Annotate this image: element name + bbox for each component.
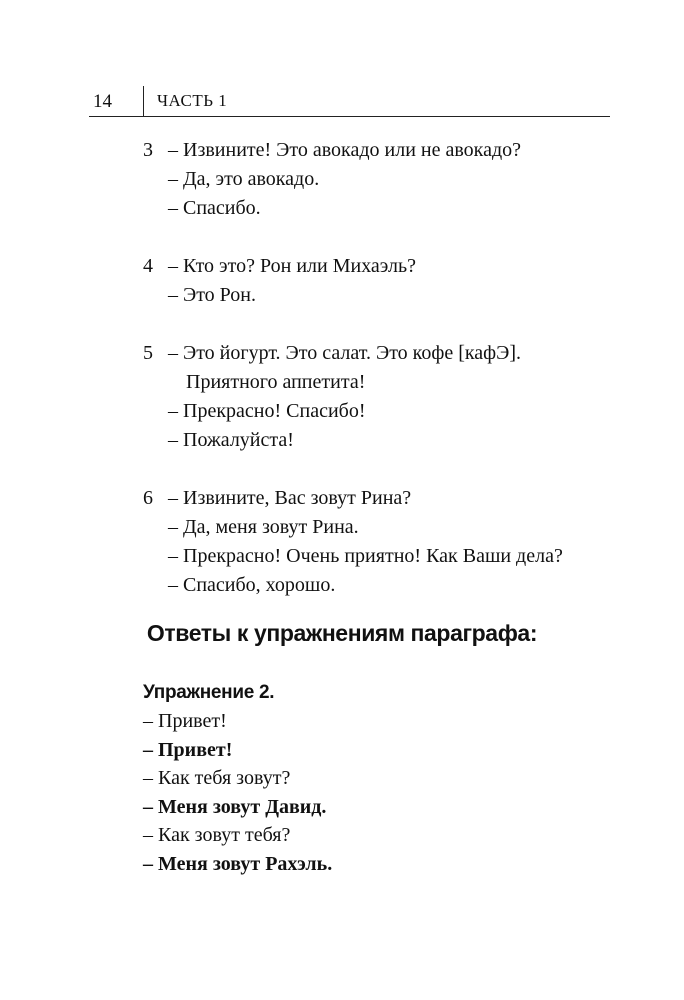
section-title: ЧАСТЬ 1 (157, 91, 228, 110)
running-header (89, 86, 610, 117)
answer-line: – Привет! (143, 738, 233, 761)
answers-heading: Ответы к упражнениям параграфа: (146, 620, 538, 646)
dialog-block (143, 136, 643, 223)
dialog-line: – Кто это? Рон или Михаэль? (168, 255, 417, 277)
dialog-line: – Спасибо. (168, 197, 261, 219)
dialog-line: – Спасибо, хорошо. (168, 574, 336, 596)
header-divider (143, 86, 144, 116)
prompt-line: – Привет! (143, 710, 227, 732)
dialog-line: – Да, меня зовут Рина. (168, 516, 359, 538)
dialog-line: – Прекрасно! Спасибо! (168, 400, 366, 422)
dialog-line: – Извините! Это авокадо или не авокадо? (168, 139, 521, 161)
page-number: 14 (93, 91, 112, 112)
dialogs-list (143, 136, 643, 629)
dialog-number: 5 (143, 342, 153, 364)
dialog-line: – Это Рон. (168, 284, 257, 306)
dialog-line: Приятного аппетита! (186, 371, 366, 393)
dialog-number: 3 (143, 139, 153, 161)
dialog-number: 6 (143, 487, 153, 509)
exercise-title: Упражнение 2. (143, 682, 275, 703)
dialog-block (143, 252, 643, 310)
dialog-block (143, 339, 643, 455)
prompt-line: – Как тебя зовут? (143, 767, 291, 789)
dialog-line: – Это йогурт. Это салат. Это кофе [кафЭ]. (168, 342, 521, 364)
dialog-line: – Извините, Вас зовут Рина? (168, 487, 412, 509)
dialog-line: – Да, это авокадо. (168, 168, 320, 190)
answer-line: – Меня зовут Давид. (143, 795, 327, 818)
dialog-block (143, 484, 643, 600)
dialog-line: – Пожалуйста! (168, 429, 294, 451)
prompt-line: – Как зовут тебя? (143, 824, 291, 846)
answer-line: – Меня зовут Рахэль. (143, 852, 333, 875)
dialog-line: – Прекрасно! Очень приятно! Как Ваши дела? (168, 545, 563, 567)
dialog-number: 4 (143, 255, 153, 277)
exercise-block (143, 678, 603, 878)
